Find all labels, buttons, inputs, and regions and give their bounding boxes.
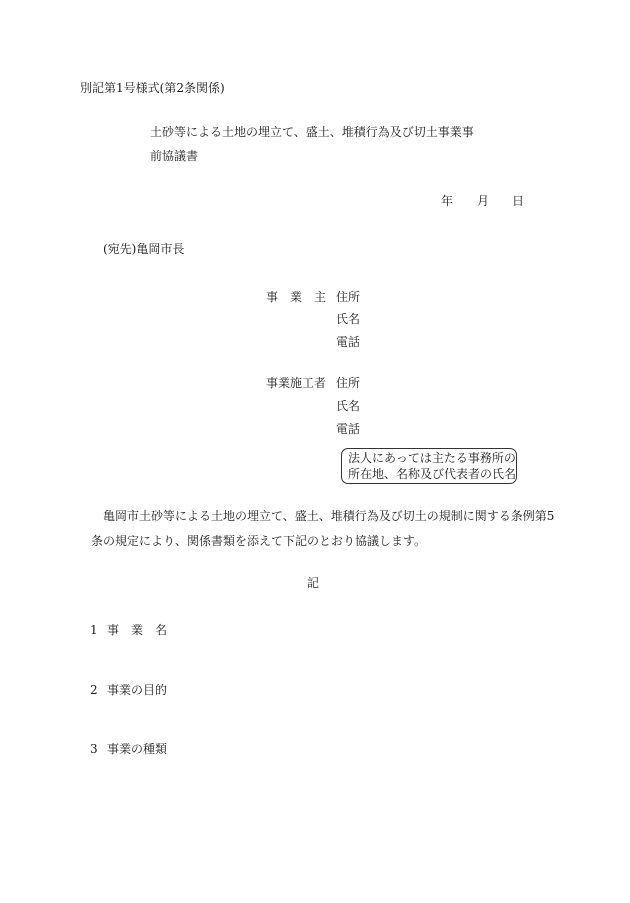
business-owner-label: 事 業 主 — [266, 290, 327, 304]
contractor-address-label: 住所 — [336, 376, 361, 390]
corporate-note-line2: 所在地、名称及び代表者の氏名 — [348, 467, 517, 481]
addressee: (宛先)亀岡市長 — [103, 242, 185, 256]
ki-heading: 記 — [307, 576, 320, 590]
item-2-label: 事業の目的 — [107, 683, 168, 697]
contractor-name-label: 氏名 — [336, 399, 361, 413]
item-1-number: 1 — [90, 623, 98, 637]
business-owner-address-label: 住所 — [336, 290, 361, 304]
item-3-number: 3 — [90, 742, 98, 756]
form-number: 別記第1号様式(第2条関係) — [80, 81, 225, 95]
business-owner-name-label: 氏名 — [336, 312, 361, 326]
business-owner-phone-label: 電話 — [336, 335, 361, 349]
date-year-label: 年 — [441, 194, 454, 208]
corporate-note-line1: 法人にあっては主たる事務所の — [348, 451, 516, 465]
document-title-line2: 前協議書 — [150, 149, 199, 163]
item-3-label: 事業の種類 — [107, 742, 168, 756]
document-title-line1: 土砂等による土地の埋立て、盛土、堆積行為及び切土事業事 — [150, 125, 474, 139]
item-2-number: 2 — [90, 683, 98, 697]
contractor-phone-label: 電話 — [336, 422, 361, 436]
contractor-label: 事業施工者 — [266, 376, 327, 390]
date-month-label: 月 — [477, 194, 490, 208]
corporate-note-bracket — [341, 448, 517, 484]
body-text-line2: 条の規定により、関係書類を添えて下記のとおり協議します。 — [91, 534, 427, 548]
date-day-label: 日 — [512, 194, 525, 208]
body-text-line1: 亀岡市土砂等による土地の埋立て、盛土、堆積行為及び切土の規制に関する条例第5 — [103, 509, 555, 523]
item-1-label: 事 業 名 — [107, 623, 168, 637]
